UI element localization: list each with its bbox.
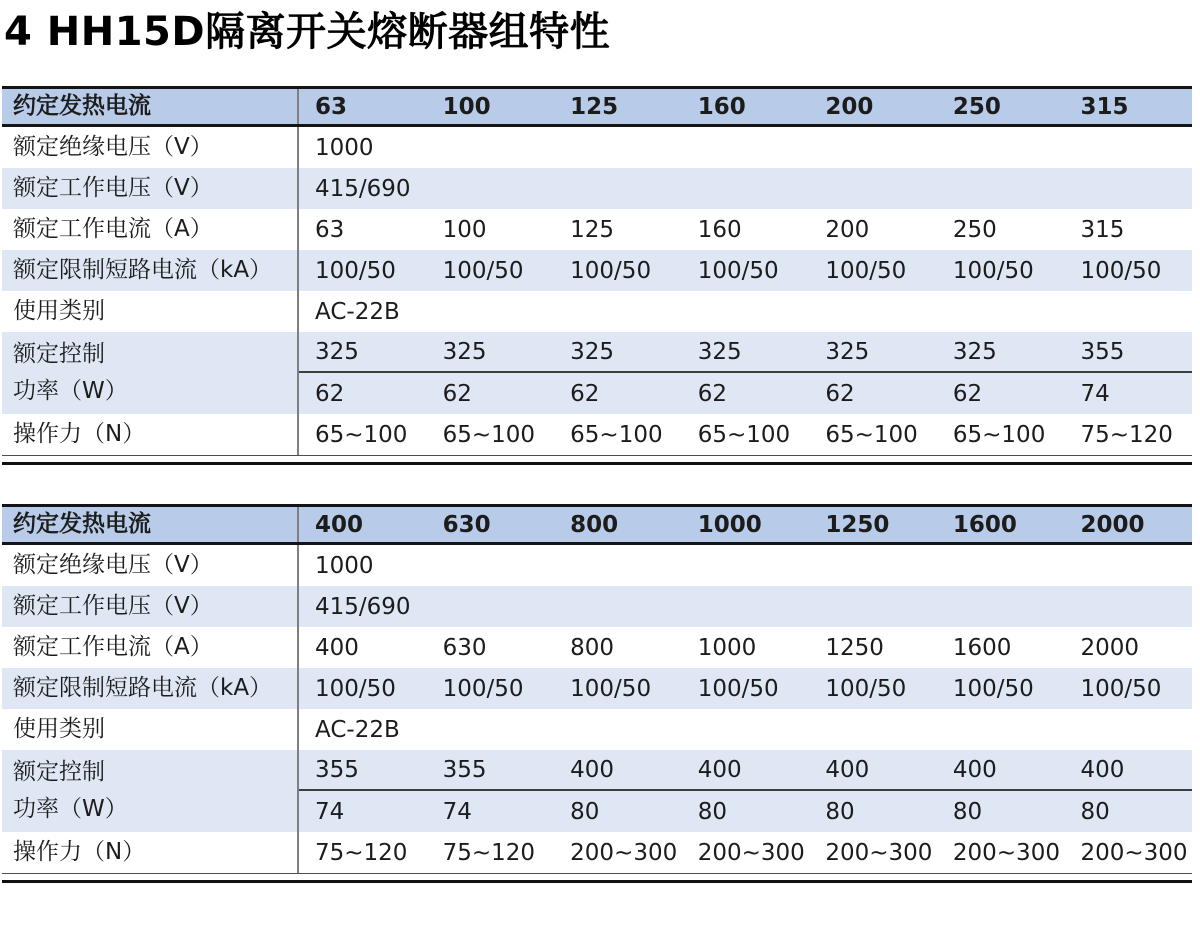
row-label-line: 额定工作电流（A）: [13, 634, 213, 661]
row-label-line: 额定工作电压（V）: [13, 175, 213, 202]
spec-table-63-315: [2, 86, 1192, 465]
value-cell: 100/50: [1080, 675, 1162, 702]
row-cells: [299, 668, 1192, 709]
table-row: [2, 291, 1192, 332]
row-label-line: 额定控制: [13, 341, 105, 368]
row-data-area: [297, 586, 1192, 627]
value-cell: 100/50: [952, 257, 1034, 284]
value-cell: 200~300: [697, 839, 805, 866]
value-cell: 80: [697, 798, 728, 825]
value-cell: 75~120: [1080, 421, 1173, 448]
value-cell: 400: [315, 634, 359, 661]
value-cell: 100/50: [570, 675, 652, 702]
value-cell: 75~120: [315, 839, 408, 866]
row-data-area: [297, 168, 1192, 209]
header-label: 约定发热电流: [13, 93, 151, 120]
value-cell: 100/50: [697, 675, 779, 702]
value-cell: 100/50: [442, 257, 524, 284]
table-row: [2, 127, 1192, 168]
row-label: [2, 832, 297, 873]
row-cells: [299, 414, 1192, 455]
row-cells: [299, 586, 1192, 627]
value-cell: 1600: [952, 634, 1012, 661]
header-cells: [299, 507, 1192, 542]
header-value-cell: 800: [570, 511, 619, 538]
header-value-cell: 200: [825, 93, 874, 120]
row-label-line: 使用类别: [13, 298, 105, 325]
value-cell: 100/50: [952, 675, 1034, 702]
row-label-line: 额定绝缘电压（V）: [13, 552, 213, 579]
value-cell: 630: [442, 634, 487, 661]
value-cell: 400: [570, 756, 615, 783]
value-cell: 62: [442, 380, 472, 407]
row-label: [2, 586, 297, 627]
value-cell: 325: [952, 338, 997, 365]
value-cell: 325: [825, 338, 870, 365]
table-bottom-border: [2, 455, 1192, 465]
row-data-area: [297, 832, 1192, 873]
value-cell: 400: [1080, 756, 1125, 783]
table-row: [2, 414, 1192, 455]
header-value-cell: 1250: [825, 511, 890, 538]
row-label: [2, 545, 297, 586]
header-value-cell: 160: [697, 93, 746, 120]
row-data-area: [297, 627, 1192, 668]
row-cells: [299, 209, 1192, 250]
row-data-area: [297, 209, 1192, 250]
span-value-cell: 1000: [315, 552, 374, 579]
row-label-line: 额定绝缘电压（V）: [13, 134, 213, 161]
value-cell: 125: [570, 216, 615, 243]
row-label: [2, 627, 297, 668]
table-row: [2, 586, 1192, 627]
value-cell: 100/50: [825, 257, 907, 284]
row-label-line: 操作力（N）: [13, 421, 146, 448]
row-data-area: [297, 668, 1192, 709]
value-cell: 62: [315, 380, 345, 407]
value-cell: 325: [570, 338, 615, 365]
row-cells: [299, 127, 1192, 168]
value-cell: 80: [952, 798, 983, 825]
row-label: [2, 168, 297, 209]
row-label: [2, 127, 297, 168]
value-cell: 80: [1080, 798, 1110, 825]
value-cell: 80: [825, 798, 855, 825]
row-data-area: [297, 250, 1192, 291]
table-row: [2, 332, 1192, 414]
value-cell: 65~100: [442, 421, 536, 448]
row-data-area: [297, 545, 1192, 586]
span-value-cell: 415/690: [315, 175, 411, 202]
table-row: [2, 209, 1192, 250]
row-cells: [299, 627, 1192, 668]
value-cell: 1250: [825, 634, 884, 661]
value-cell: 65~100: [315, 421, 408, 448]
row-data-area: [297, 750, 1192, 832]
row-label: [2, 250, 297, 291]
header-value-cell: 400: [315, 511, 364, 538]
span-value-cell: AC-22B: [315, 298, 400, 325]
row-cells: [299, 168, 1192, 209]
row-data-area: [297, 414, 1192, 455]
spec-table-400-2000: [2, 504, 1192, 883]
row-label-line: 额定限制短路电流（kA）: [13, 675, 273, 702]
header-value-cell: 100: [442, 93, 491, 120]
row-label: [2, 750, 297, 832]
row-label: [2, 668, 297, 709]
value-cell: 74: [315, 798, 345, 825]
header-value-cell: 125: [570, 93, 619, 120]
row-data-area: [297, 127, 1192, 168]
value-cell: 325: [442, 338, 487, 365]
value-cell: 250: [952, 216, 997, 243]
value-cell: 100/50: [315, 257, 396, 284]
row-label-line: 额定限制短路电流（kA）: [13, 257, 273, 284]
value-cell: 62: [952, 380, 983, 407]
row-cells: [299, 250, 1192, 291]
header-value-cell: 630: [442, 511, 491, 538]
value-cell: 400: [825, 756, 870, 783]
row-data-area: [297, 332, 1192, 414]
row-label: [2, 332, 297, 414]
header-data-area: [297, 507, 1192, 542]
table-row: [2, 832, 1192, 873]
value-cell: 355: [442, 756, 487, 783]
row-cells: [299, 832, 1192, 873]
row-cells: [299, 545, 1192, 586]
value-cell: 75~120: [442, 839, 536, 866]
header-data-area: [297, 89, 1192, 124]
row-cells: [299, 709, 1192, 750]
row-label: [2, 709, 297, 750]
value-cell: 325: [315, 338, 359, 365]
sub-row: [299, 332, 1192, 373]
value-cell: 200~300: [570, 839, 678, 866]
row-label-line: 操作力（N）: [13, 839, 146, 866]
table-row: [2, 750, 1192, 832]
row-label-line: 使用类别: [13, 716, 105, 743]
value-cell: 65~100: [570, 421, 663, 448]
row-label: [2, 291, 297, 332]
header-value-cell: 1000: [697, 511, 762, 538]
row-label-line: 额定工作电流（A）: [13, 216, 213, 243]
value-cell: 315: [1080, 216, 1125, 243]
table-row: [2, 545, 1192, 586]
header-cells: [299, 89, 1192, 124]
row-cells: [299, 291, 1192, 332]
row-data-area: [297, 709, 1192, 750]
value-cell: 62: [825, 380, 855, 407]
value-cell: 100: [442, 216, 487, 243]
row-label: [2, 414, 297, 455]
value-cell: 74: [442, 798, 472, 825]
value-cell: 160: [697, 216, 742, 243]
header-value-cell: 250: [952, 93, 1001, 120]
value-cell: 355: [315, 756, 359, 783]
row-label-line: 功率（W）: [13, 378, 128, 404]
header-value-cell: 2000: [1080, 511, 1145, 538]
value-cell: 63: [315, 216, 345, 243]
value-cell: 400: [697, 756, 742, 783]
value-cell: 200: [825, 216, 870, 243]
value-cell: 62: [570, 380, 600, 407]
value-cell: 100/50: [1080, 257, 1162, 284]
row-label: [2, 209, 297, 250]
table-row: [2, 250, 1192, 291]
table-header-row: [2, 86, 1192, 127]
table-bottom-border: [2, 873, 1192, 883]
value-cell: 200~300: [1080, 839, 1188, 866]
sub-row: [299, 373, 1192, 414]
value-cell: 355: [1080, 338, 1125, 365]
value-cell: 65~100: [952, 421, 1046, 448]
page-title: 4 HH15D隔离开关熔断器组特性: [4, 9, 611, 55]
value-cell: 62: [697, 380, 728, 407]
value-cell: 1000: [697, 634, 757, 661]
value-cell: 80: [570, 798, 600, 825]
table-row: [2, 709, 1192, 750]
value-cell: 65~100: [825, 421, 918, 448]
span-value-cell: AC-22B: [315, 716, 400, 743]
header-value-cell: 1600: [952, 511, 1017, 538]
value-cell: 325: [697, 338, 742, 365]
value-cell: 200~300: [952, 839, 1060, 866]
table-header-row: [2, 504, 1192, 545]
span-value-cell: 415/690: [315, 593, 411, 620]
value-cell: 2000: [1080, 634, 1140, 661]
table-row: [2, 627, 1192, 668]
header-label: 约定发热电流: [13, 511, 151, 538]
table-row: [2, 168, 1192, 209]
row-data-area: [297, 291, 1192, 332]
value-cell: 100/50: [442, 675, 524, 702]
value-cell: 100/50: [697, 257, 779, 284]
sub-row: [299, 750, 1192, 791]
span-value-cell: 1000: [315, 134, 374, 161]
header-value-cell: 63: [315, 93, 348, 120]
value-cell: 65~100: [697, 421, 791, 448]
value-cell: 100/50: [825, 675, 907, 702]
table-row: [2, 668, 1192, 709]
value-cell: 100/50: [570, 257, 652, 284]
row-label-line: 额定工作电压（V）: [13, 593, 213, 620]
value-cell: 800: [570, 634, 615, 661]
row-label-line: 功率（W）: [13, 796, 128, 822]
value-cell: 200~300: [825, 839, 933, 866]
row-label-line: 额定控制: [13, 759, 105, 786]
value-cell: 74: [1080, 380, 1110, 407]
value-cell: 100/50: [315, 675, 396, 702]
sub-row: [299, 791, 1192, 832]
value-cell: 400: [952, 756, 997, 783]
header-value-cell: 315: [1080, 93, 1129, 120]
